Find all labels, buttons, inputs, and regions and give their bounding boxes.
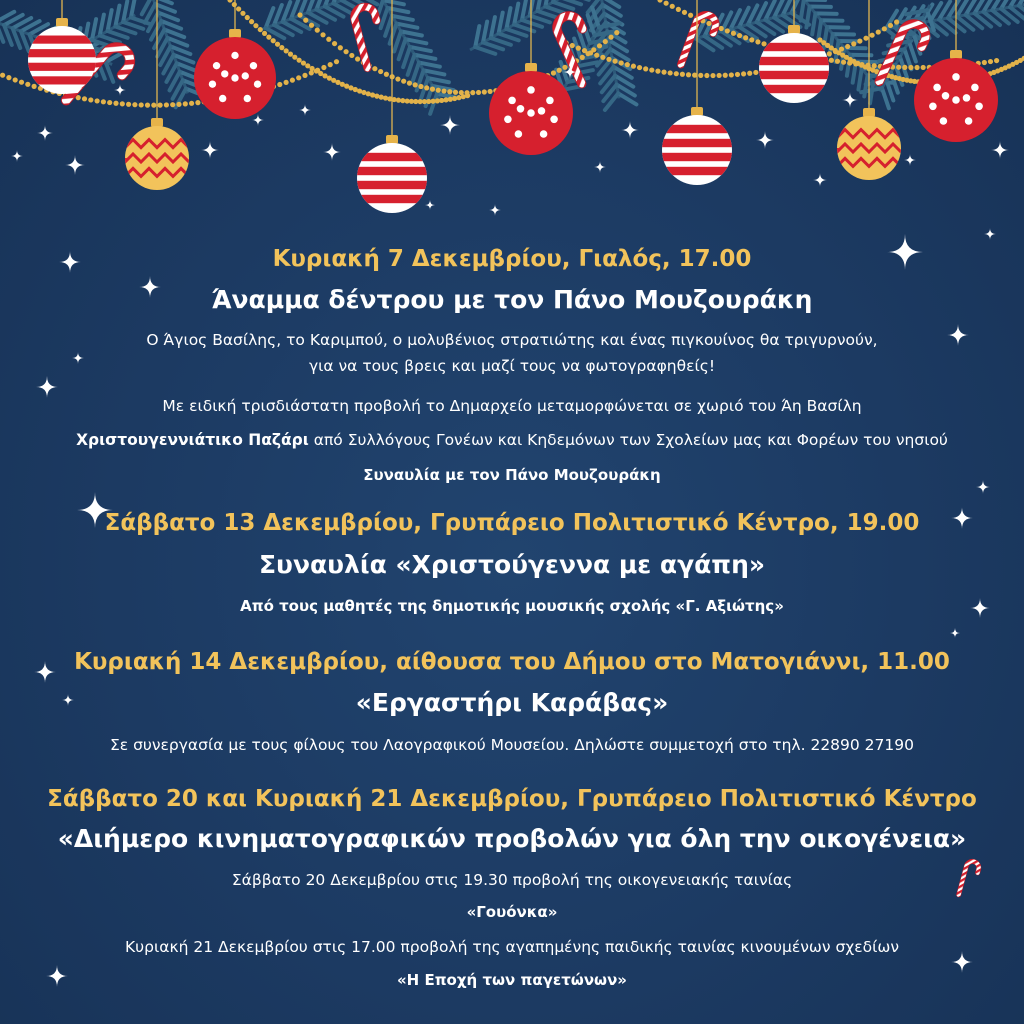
event-2-title: Συναυλία «Χριστούγεννα με αγάπη» [258,550,766,579]
event-1-bazaar [0,431,1024,449]
bazaar-name: Χριστουγεννιάτικο Παζάρι [76,431,309,449]
event-4-text-line-4: «Η Εποχή των παγετώνων» [396,971,628,989]
event-3-text-line-1: Σε συνεργασία με τους φίλους του Λαογραφικού Μουσείου. Δηλώστε συμμετοχή στο τηλ. 22890 27190 [109,736,914,754]
event-1-text-line-2: για να τους βρεις και μαζί τους να φωτογραφηθείς! [308,357,716,375]
event-1-text-line-3: Με ειδική τρισδιάστατη προβολή το Δημαρχείο μεταμορφώνεται σε χωριό του Άη Βασίλη [162,397,862,415]
event-1-title: Άναμμα δέντρου με τον Πάνο Μουζουράκη [211,285,813,314]
event-4-text-line-2: «Γουόνκα» [466,903,558,921]
event-1-concert: Συναυλία με τον Πάνο Μουζουράκη [363,466,661,484]
event-4-date: Σάββατο 20 και Κυριακή 21 Δεκεμβρίου, Γρυπάρειο Πολιτιστικό Κέντρο [47,786,977,812]
bazaar-details: από Συλλόγους Γονέων και Κηδεμόνων των Σχολείων μας και Φορέων του νησιού [308,431,948,449]
event-1-date: Κυριακή 7 Δεκεμβρίου, Γιαλός, 17.00 [272,246,752,272]
event-1-text-line-1: Ο Άγιος Βασίλης, το Καριμπού, ο μολυβένιος στρατιώτης και ένας πιγκουίνος θα τριγυρνούν, [146,331,878,349]
event-4-text-line-3: Κυριακή 21 Δεκεμβρίου στις 17.00 προβολή της αγαπημένης παιδικής ταινίας κινουμένων σχεδίων [125,938,899,956]
event-4-text-line-1: Σάββατο 20 Δεκεμβρίου στις 19.30 προβολή της οικογενειακής ταινίας [231,871,793,889]
event-2-date: Σάββατο 13 Δεκεμβρίου, Γρυπάρειο Πολιτιστικό Κέντρο, 19.00 [104,510,920,536]
event-3-date: Κυριακή 14 Δεκεμβρίου, αίθουσα του Δήμου στο Ματογιάννι, 11.00 [74,649,950,675]
event-2-text-line-1: Από τους μαθητές της δημοτικής μουσικής σχολής «Γ. Αξιώτης» [240,597,784,615]
event-4-title: «Διήμερο κινηματογραφικών προβολών για όλη την οικογένεια» [57,824,967,853]
event-3-title: «Εργαστήρι Καράβας» [355,688,669,717]
